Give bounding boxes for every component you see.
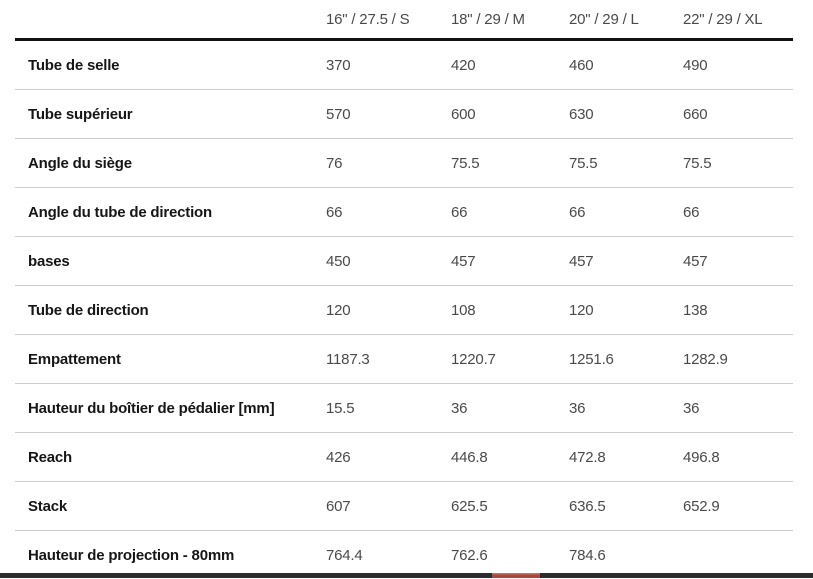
row-label: Angle du tube de direction [28,203,212,221]
row-value: 36 [569,399,586,417]
scroll-progress-indicator[interactable] [492,573,540,578]
row-value: 1220.7 [451,350,496,368]
row-value: 36 [683,399,700,417]
row-value: 420 [451,56,476,74]
row-value: 138 [683,301,708,319]
row-value: 75.5 [683,154,712,172]
table-row [15,286,793,335]
row-value: 625.5 [451,497,488,515]
row-value: 457 [683,252,708,270]
row-label: Hauteur de projection - 80mm [28,546,235,564]
row-label: Tube supérieur [28,105,133,123]
row-value: 108 [451,301,476,319]
table-row [15,237,793,286]
row-value: 36 [451,399,468,417]
row-value: 636.5 [569,497,606,515]
row-value: 1187.3 [326,350,370,368]
column-header-size-s: 16" / 27.5 / S [326,10,410,28]
row-value: 457 [569,252,594,270]
row-value: 66 [683,203,700,221]
table-row [15,384,793,433]
column-header-size-m: 18" / 29 / M [451,10,525,28]
row-value: 472.8 [569,448,606,466]
row-value: 1282.9 [683,350,728,368]
table-row [15,90,793,139]
table-row [15,188,793,237]
column-header-size-l: 20" / 29 / L [569,10,639,28]
table-header-row [15,0,793,41]
table-row [15,482,793,531]
row-value: 496.8 [683,448,720,466]
row-value: 450 [326,252,351,270]
row-label: Reach [28,448,73,466]
row-value: 762.6 [451,546,488,564]
row-value: 66 [326,203,343,221]
row-value: 370 [326,56,351,74]
row-value: 446.8 [451,448,488,466]
row-label: Empattement [28,350,121,368]
row-value: 120 [326,301,351,319]
row-label: Tube de selle [28,56,120,74]
row-value: 570 [326,105,351,123]
row-label: Angle du siège [28,154,132,172]
row-label: Hauteur du boîtier de pédalier [mm] [28,399,275,417]
row-value: 460 [569,56,594,74]
row-value: 660 [683,105,708,123]
row-label: bases [28,252,70,270]
row-value: 66 [569,203,586,221]
row-value: 457 [451,252,476,270]
row-value: 652.9 [683,497,720,515]
geometry-table [15,0,793,579]
row-value: 75.5 [451,154,480,172]
row-value: 630 [569,105,594,123]
row-value: 784.6 [569,546,606,564]
column-header-size-xl: 22" / 29 / XL [683,10,763,28]
table-row [15,41,793,90]
row-value: 764.4 [326,546,363,564]
table-row [15,335,793,384]
row-value: 426 [326,448,351,466]
row-value: 76 [326,154,343,172]
row-value: 1251.6 [569,350,614,368]
row-value: 120 [569,301,594,319]
table-row [15,531,793,579]
row-value: 600 [451,105,476,123]
table-row [15,139,793,188]
row-value: 66 [451,203,468,221]
table-row [15,433,793,482]
bottom-bar [0,573,813,578]
row-value: 490 [683,56,708,74]
table-body [15,41,793,579]
row-value: 607 [326,497,351,515]
row-label: Stack [28,497,68,515]
row-value: 75.5 [569,154,598,172]
row-label: Tube de direction [28,301,149,319]
row-value: 15.5 [326,399,355,417]
